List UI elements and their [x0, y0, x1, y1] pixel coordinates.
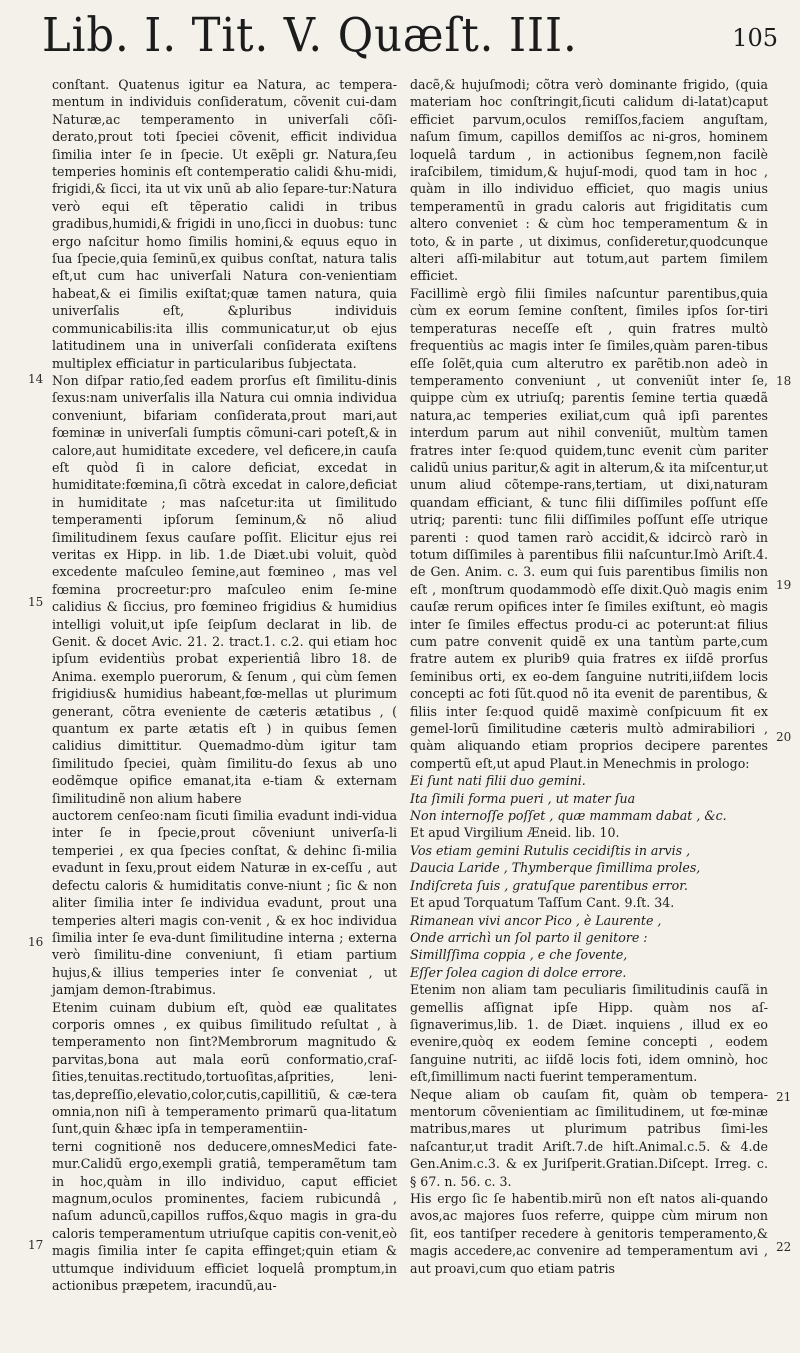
paragraph: Non diſpar ratio,ſed eadem prorſus eſt ſimilitu-dinis ſexus:nam univerſalis illa Natura cui omnia individua conveniunt, bifariam conſiderata,prout mari,aut fœminæ in univerſali ſumptis cõmuni-cari poteſt,& in calore,aut humiditate excedere, vel deficere,in cauſa eſt quòd ſi in calore deficiat, excedat in humiditate:fœmina,ſi cõtrà excedat in calore,deficiat in humiditate ; mas naſcetur:ita ut ſimilitudo temperamenti ipſorum ſeminum,& nõ aliud ſimilitudinem ſexus cauſare poſſit. Elicitur ejus rei veritas ex Hipp. in lib. 1.de Diæt.ubi voluit, quòd excedente maſculeo ſemine,aut fœmineo , mas vel fœmina procreetur:pro maſculeo enim ſe-mine calidius & ſiccius, pro fœmineo frigidius & humidius intelligi voluit,ut ipſe ſeipſum declarat in lib. de Genit. & docet Avic. 21. 2. tract.1. c.2. qui etiam hoc ipſum evidentiùs probat experientiâ libro 18. de Anima. exemplo puerorum, & ſenum , qui cùm ſemen frigidius& humidius habeant,fœ-mellas ut plurimum generant, cõtra eveniente de cæteris ætatibus , ( quantum ex parte ætatis eſt ) in quibus ſemen calidius dimittitur. Quemadmo-dùm igitur tam ſimilitudo ſpeciei, quàm ſimilitu-do ſexus ab uno eodẽmque opifice emanat,ita e-tiam & externam ſimilitudinẽ non alium habere — [52, 372, 397, 806]
page-number: 105 — [732, 24, 778, 52]
verse-line: Daucia Laride , Thymberque ſimillima proles, — [410, 860, 701, 876]
left-column — [52, 76, 397, 1294]
paragraph: auctorem cenſeo:nam ſicuti ſimilia evadunt indi-vidua inter ſe in ſpecie,prout cõveniunt univerſa-li temperiei , ex qua ſpecies conſtat, & dehinc ſi-milia evadunt in ſexu,prout eidem Naturæ in ex-ceſſu , aut defectu caloris & humiditatis conve-niunt ; ſic & non aliter ſimilia inter ſe individua evadunt, prout una temperies alteri magis con-venit , & ex hoc individua ſimilia inter ſe eva-dunt ſimilitudine interna ; externa verò ſimilitu-dine conveniunt, ſi etiam partium hujus,& illius temperies inter ſe conveniat , ut jamjam demon-ſtrabimus. — [52, 808, 397, 998]
paragraph: Neque aliam ob cauſam fit, quàm ob tempera-mentorum cõvenientiam ac ſimilitudinem, ut fœ-minæ matribus,mares ut plurimum patribus ſimi-les naſcantur,ut tradit Ariſt.7.de hiſt.Animal.c.5. & 4.de Gen.Anim.c.3. & ex Juriſperit.Gratian.Diſcept. Irreg. c. § 67. n. 56. c. 3. — [410, 1086, 768, 1189]
paragraph: terni cognitionẽ nos deducere,omnesMedici fate-mur.Calidũ ergo,exempli gratiâ, temperamẽtum tam in hoc,quàm in illo individuo, caput efficiet magnum,oculos prominentes, faciem rubicundâ , naſum aduncũ,capillos ruffos,&quo magis in gra-du caloris temperamentum utriuſque capitis con-venit,eò magis ſimilia inter ſe capita effinget;quin etiam & uttumque individuum efficiet loquelâ promptum,in actionibus præpetem, iracundũ,au- — [52, 1138, 397, 1294]
running-title: Lib. I. Tit. V. Quæſt. III. — [42, 8, 578, 63]
margin-number: 15 — [28, 595, 44, 609]
verse-line: Onde arrichì un ſol parto il genitore : — [410, 929, 648, 945]
margin-number: 17 — [28, 1238, 44, 1252]
verse-line: Indiſcreta ſuis , gratuſque parentibus error. — [410, 877, 688, 893]
paragraph: Et apud Virgilium Æneid. lib. 10. — [410, 825, 620, 841]
verse-line: Simillſſima coppia , e che ſovente, — [410, 947, 628, 963]
margin-number: 19 — [776, 578, 792, 592]
paragraph: dacẽ,& hujuſmodi; cõtra verò dominante frigido, (quia materiam hoc conſtringit,ſicuti calidum di-latat)caput efficiet parvum,oculos remiſſos,faciem anguſtam, naſum ſimum, capillos demiſſos ac ni-gros, hominem loquelâ tardum , in actionibus ſegnem,non facilè iraſcibilem, timidum,& hujuſ-modi, quod tam in hoc , quàm in illo individuo efficiet, quo magis unius temperamentũ in gradu caloris aut frigiditatis cum altero conveniet : & cùm hoc temperamentum & in toto, & in parte , ut diximus, conſideretur,quodcunque alteri aſſi-milabitur aut totum,aut partem ſimilem efficiet. — [410, 77, 768, 284]
verse-line: Rimanean vivi ancor Pico , è Laurente , — [410, 912, 662, 928]
paragraph: conſtant. Quatenus igitur ea Natura, ac tempera-mentum in individuis conſideratum, cõvenit cui-dam Naturæ,ac temperamento in univerſali cõſi-derato,prout toti ſpeciei cõvenit, efficit individua ſimilia inter ſe in ſpecie. Ut exẽpli gr. Natura,ſeu temperies hominis eſt contemperatio calidi &hu-midi, frigidi,& ſicci, ita ut vix unũ ab alio ſepare-tur:Natura verò equi eſt tẽperatio calidi in tribus gradibus,humidi,& frigidi in uno,ſicci in duobus: tunc ergo naſcitur homo ſimilis homini,& equus equo in ſua ſpecie,quia ſeminũ,ex quibus conſtat, natura talis eſt,ut cum hac univerſali Natura con-venientiam habeat,& ei ſimilis exiſtat;quæ tamen natura, quia univerſalis eſt, &pluribus individuis communicabilis:ita illis communicatur,ut ob ejus latitudinem una in univerſali conſiderata exiſtens multiplex efficiatur in particularibus ſubjectata. — [52, 77, 397, 371]
verse-line: Vos etiam gemini Rutulis cecidiſtis in arvis , — [410, 842, 691, 858]
paragraph: Et apud Torquatum Taſſum Cant. 9.ſt. 34. — [410, 895, 675, 911]
verse-line: Non internoſſe poſſet , quæ mammam dabat , &c. — [410, 808, 727, 824]
right-column — [410, 76, 768, 1277]
verse-line: Eſſer ſolea cagion di dolce errore. — [410, 964, 627, 980]
paragraph: His ergo ſic ſe habentib.mirũ non eſt natos ali-quando avos,ac majores ſuos referre, quippe cùm mirum non ſit, eos tantiſper recedere à genitoris temperamento,& magis accedere,ac convenire ad temperamentum avi , aut proavi,cum quo etiam patris — [410, 1191, 768, 1276]
paragraph: Etenim non aliam tam peculiaris ſimilitudinis cauſã in gemellis aſſignat ipſe Hipp. quàm nos aſ-ſignaverimus,lib. 1. de Diæt. inquiens , illud ex eo evenire,quòq ex eodem ſemine concepti , eodem ſanguine nutriti, ac iiſdẽ locis foti, idem omninò, hoc eſt,ſimillimum nacti fuerint temperamentum. — [410, 982, 768, 1085]
margin-number: 21 — [776, 1090, 792, 1104]
verse-line: Ita ſimili forma pueri , ut mater ſua — [410, 790, 636, 806]
verse-line: Ei ſunt nati filii duo gemini. — [410, 773, 586, 789]
margin-number: 16 — [28, 935, 44, 949]
margin-number: 22 — [776, 1240, 792, 1254]
margin-number: 14 — [28, 372, 44, 386]
paragraph: Facillimè ergò filii ſimiles naſcuntur parentibus,quia cùm ex eorum ſemine conſtent, ſimiles ipſos ſor-tiri temperaturas neceſſe eſt , quin fratres multò frequentiùs ac magis inter ſe ſimiles,quàm paren-tibus eſſe ſolẽt,quia cum alterutro ex parẽtib.non adeò in temperamento conveniunt , ut conveniũt inter ſe, quippe cùm ex utriuſq; parentis ſemine tertia quædã natura,ac temperies exiliat,cum quâ ipſi parentes interdum parum aut nihil conveniũt, multùm tamen fratres inter ſe:quod quidem,tunc evenit cùm pariter calidũ unius paritur,& agit in alterum,& ita miſcentur,ut unum aliud cõtempe-rans,tertiam, ut dixi,naturam quandam efficiant, & tunc filii diſſimiles poſſunt eſſe utriq; parenti: tunc filii diſſimiles poſſunt eſſe utrique parenti : quod tamen rarò accidit,& idcircò rarò in totum diſſimiles à parentibus filii naſcuntur.Imò Ariſt.4. de Gen. Anim. c. 3. eum qui ſuis parentibus ſimilis non eſt , monſtrum quodammodò eſſe dixit.Quò magis enim cauſæ rerum opifices inter ſe ſimiles exiſtunt, eò magis inter ſe ſimiles effectus produ-ci ac poterunt:at filius cum patre convenit quidẽ ex una tantùm parte,cum fratre autem ex plurib9 quia fratres ex iiſdẽ prorſus ſeminibus orti, ex eo-dem ſanguine nutriti,iiſdem locis concepti ac foti ſũt.quod nõ ita evenit de parentibus, & filiis inter ſe:quod quidẽ maximè conſpicuum fit ex gemel-lorũ ſimilitudine cæteris multò admirabiliori , quàm aliquando etiam proprios decipere parentes compertũ eſt,ut apud Plaut.in Menechmis in prologo: — [410, 285, 768, 771]
margin-number: 18 — [776, 374, 792, 388]
page-header — [0, 8, 800, 72]
paragraph: Etenim cuinam dubium eſt, quòd eæ qualitates corporis omnes , ex quibus ſimilitudo reſultat , à temperamento non ſint?Membrorum magnitudo & parvitas,bona aut mala eorũ conformatio,craſ-ſities,tenuitas.rectitudo,tortuoſitas,aſprities, leni-tas,depreſſio,elevatio,color,cutis,capillitiũ, & cæ-tera omnia,non niſi à temperamento primarũ qua-litatum ſunt,quin &hæc ipſa in temperamentiin- — [52, 999, 397, 1137]
margin-number: 20 — [776, 730, 792, 744]
